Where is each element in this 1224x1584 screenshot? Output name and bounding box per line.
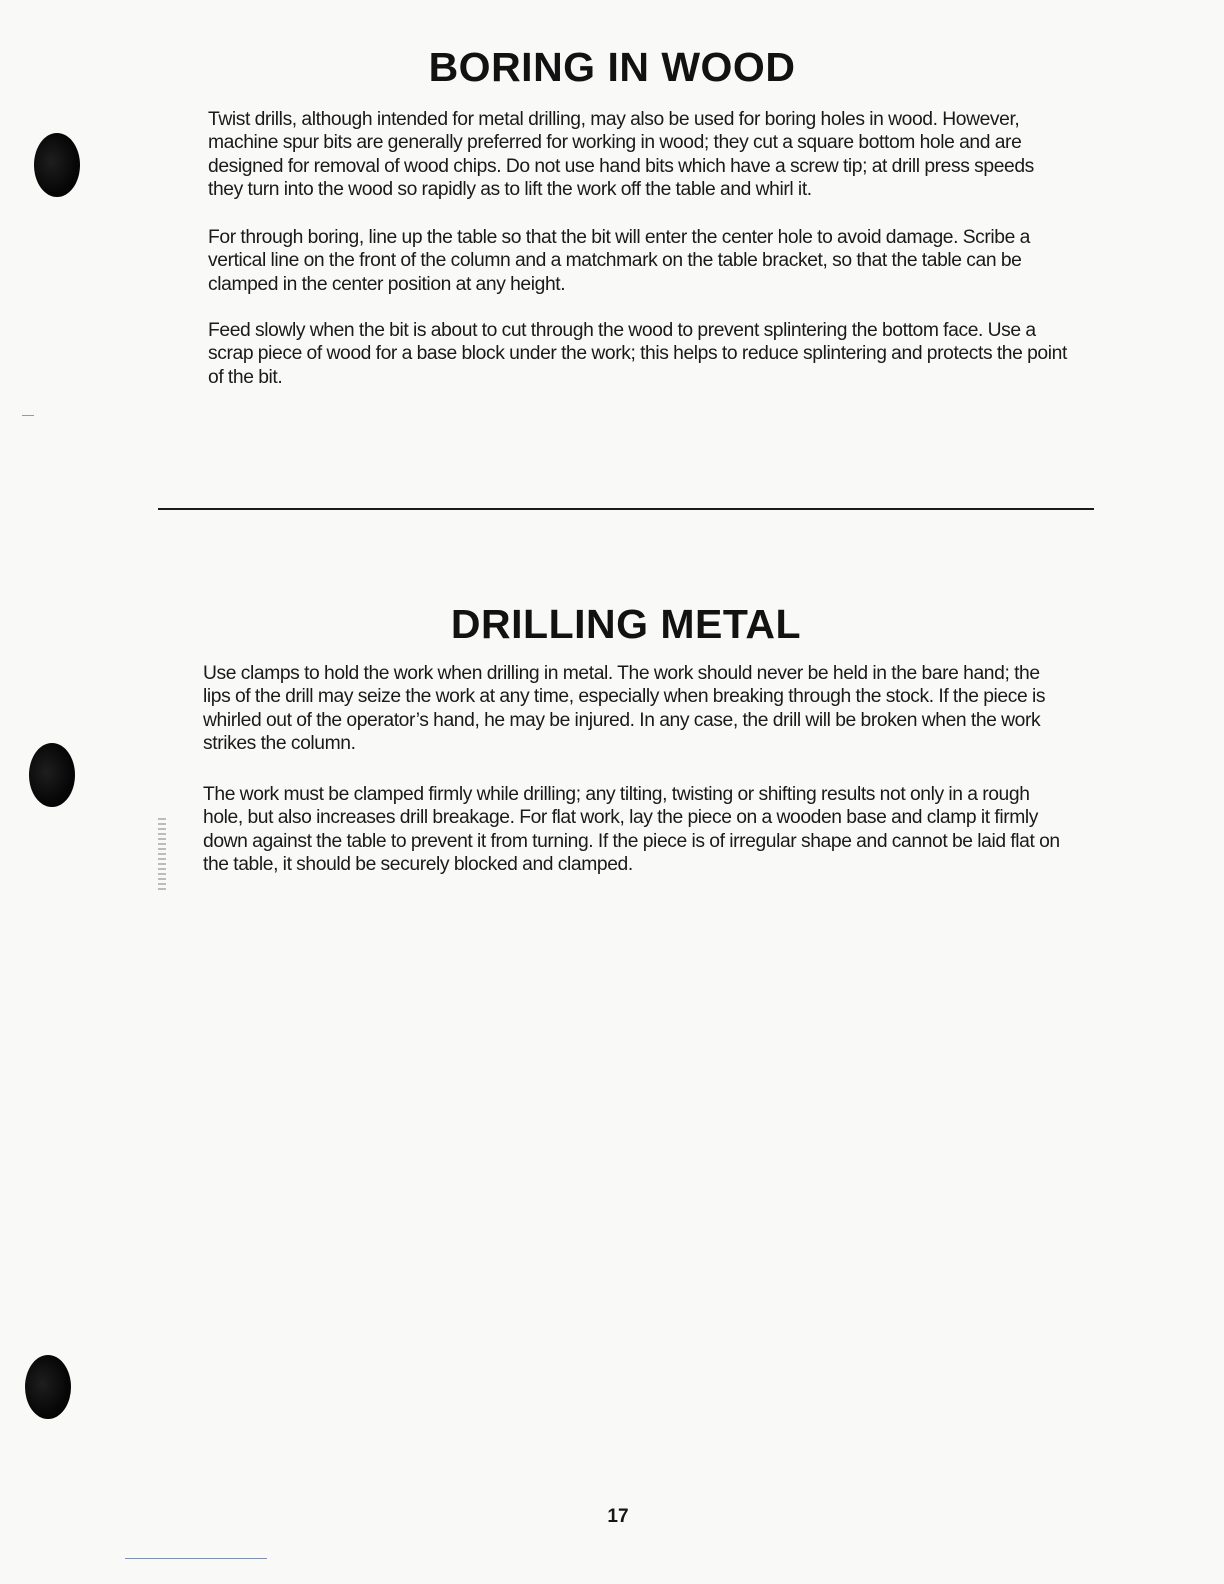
section-heading-drilling-metal: DRILLING METAL (450, 601, 802, 647)
punch-hole-bottom (25, 1355, 71, 1419)
bottom-edge-line (125, 1558, 267, 1559)
scan-edge-mark (22, 415, 34, 416)
punch-hole-middle (29, 743, 75, 807)
paragraph-clamped-firmly: The work must be clamped firmly while drilling; any tilting, twisting or shifting results not only in a rough hole, but also increases drill breakage. For flat work, lay the piece on a wooden base and clamp it firmly down against the table to prevent it from turning. If the piece is of irregular shape and cannot be laid flat on the table, it should be securely blocked and clamped. (203, 784, 1060, 876)
paragraph-use-clamps: Use clamps to hold the work when drilling in metal. The work should never be held in the bare hand; the lips of the drill may seize the work at any time, especially when breaking through the stock. If the piece is whirled out of the operator’s hand, he may be injured. In any case, the drill will be broken when the work strikes the column. (203, 663, 1046, 755)
section-divider (158, 508, 1094, 510)
page-number: 17 (607, 1506, 629, 1527)
scan-artifact-mark (158, 818, 166, 890)
punch-hole-top (34, 133, 80, 197)
paragraph-twist-drills: Twist drills, although intended for metal drilling, may also be used for boring holes in wood. However, machine spur bits are generally preferred for working in wood; they cut a square bottom hole and are designed for removal of wood chips. Do not use hand bits which have a screw tip; at drill press speeds they turn into the wood so rapidly as to lift the work off the table and whirl it. (208, 109, 1034, 201)
section-heading-boring-in-wood: BORING IN WOOD (428, 44, 796, 90)
paragraph-feed-slowly: Feed slowly when the bit is about to cut through the wood to prevent splintering the bottom face. Use a scrap piece of wood for a base block under the work; this helps to reduce splintering and protects the point of the bit. (208, 320, 1067, 388)
paragraph-through-boring: For through boring, line up the table so that the bit will enter the center hole to avoid damage. Scribe a vertical line on the front of the column and a matchmark on the table bracket, so that the table can be clamped in the center position at any height. (208, 227, 1030, 295)
